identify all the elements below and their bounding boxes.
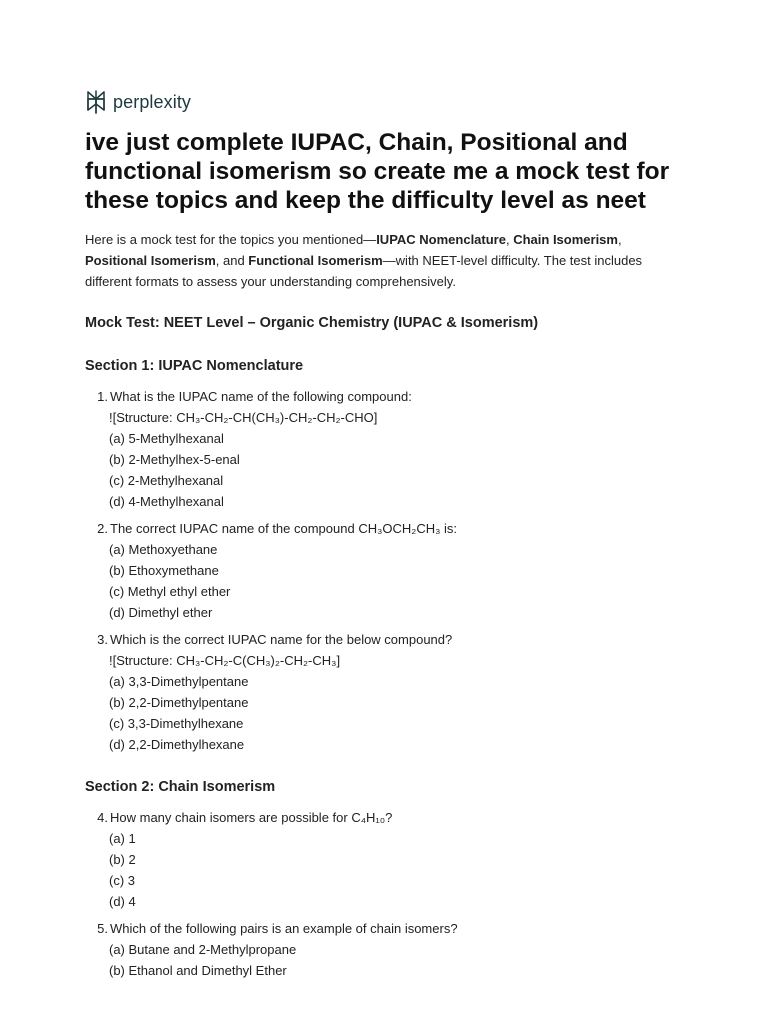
answer-option: (a) 3,3-Dimethylpentane [109, 674, 249, 689]
intro-text: —with NEET-level difficulty. The test includes different formats to assess your understanding comprehensively. [85, 253, 643, 289]
answer-option: (a) 1 [109, 831, 136, 846]
intro-text: , [505, 232, 514, 247]
intro-bold-term: Positional Isomerism [85, 253, 216, 268]
answer-option: (d) 4-Methylhexanal [109, 494, 224, 509]
question-number: 5. [97, 921, 108, 936]
page-title: ive just complete IUPAC, Chain, Positional and functional isomerism so create me a mock test for these topics and keep the difficulty level as neet [85, 129, 670, 214]
answer-option: (b) 2,2-Dimethylpentane [109, 695, 249, 710]
structure-line: ![Structure: CH₃-CH₂-CH(CH₃)-CH₂-CH₂-CHO] [109, 410, 378, 425]
section-heading: Section 2: Chain Isomerism [85, 779, 276, 795]
question-item [85, 629, 685, 755]
question-list [85, 807, 685, 981]
question-item [85, 918, 685, 981]
answer-content [85, 229, 685, 981]
answer-option: (c) Methyl ethyl ether [109, 584, 231, 599]
question-item [85, 518, 685, 623]
answer-option: (b) 2 [109, 852, 136, 867]
answer-option: (a) Methoxyethane [109, 542, 218, 557]
question-number: 1. [97, 389, 108, 404]
intro-bold-term: Chain Isomerism [513, 232, 618, 247]
intro-bold-term: Functional Isomerism [248, 253, 383, 268]
answer-option: (b) Ethoxymethane [109, 563, 219, 578]
question-text: Which of the following pairs is an example of chain isomers? [110, 921, 458, 936]
structure-line: ![Structure: CH₃-CH₂-C(CH₃)₂-CH₂-CH₃] [109, 653, 341, 668]
intro-bold-term: IUPAC Nomenclature [376, 232, 506, 247]
question-item [85, 807, 685, 912]
brand-name: perplexity [113, 91, 192, 112]
intro-paragraph [85, 229, 685, 292]
question-number: 4. [97, 810, 108, 825]
answer-option: (b) Ethanol and Dimethyl Ether [109, 963, 287, 978]
question-number: 2. [97, 521, 108, 536]
question-text: The correct IUPAC name of the compound CH₃OCH₂CH₃ is: [110, 521, 458, 536]
question-list [85, 386, 685, 755]
intro-text: , and [215, 253, 249, 268]
intro-text: , [617, 232, 622, 247]
test-title: Mock Test: NEET Level – Organic Chemistry (IUPAC & Isomerism) [85, 315, 539, 331]
answer-option: (c) 2-Methylhexanal [109, 473, 224, 488]
question-text: How many chain isomers are possible for C₄H₁₀? [110, 810, 393, 825]
question-number: 3. [97, 632, 108, 647]
answer-option: (d) Dimethyl ether [109, 605, 213, 620]
answer-option: (c) 3 [109, 873, 135, 888]
intro-text: Here is a mock test for the topics you mentioned— [85, 232, 377, 247]
perplexity-logo [85, 90, 191, 114]
question-text: Which is the correct IUPAC name for the below compound? [110, 632, 453, 647]
answer-option: (a) 5-Methylhexanal [109, 431, 224, 446]
answer-option: (b) 2-Methylhex-5-enal [109, 452, 240, 467]
answer-option: (d) 2,2-Dimethylhexane [109, 737, 245, 752]
perplexity-logo-icon [85, 90, 107, 114]
question-item [85, 386, 685, 512]
section-heading: Section 1: IUPAC Nomenclature [85, 358, 304, 374]
answer-option: (a) Butane and 2-Methylpropane [109, 942, 297, 957]
answer-option: (d) 4 [109, 894, 136, 909]
answer-option: (c) 3,3-Dimethylhexane [109, 716, 244, 731]
question-text: What is the IUPAC name of the following compound: [110, 389, 412, 404]
